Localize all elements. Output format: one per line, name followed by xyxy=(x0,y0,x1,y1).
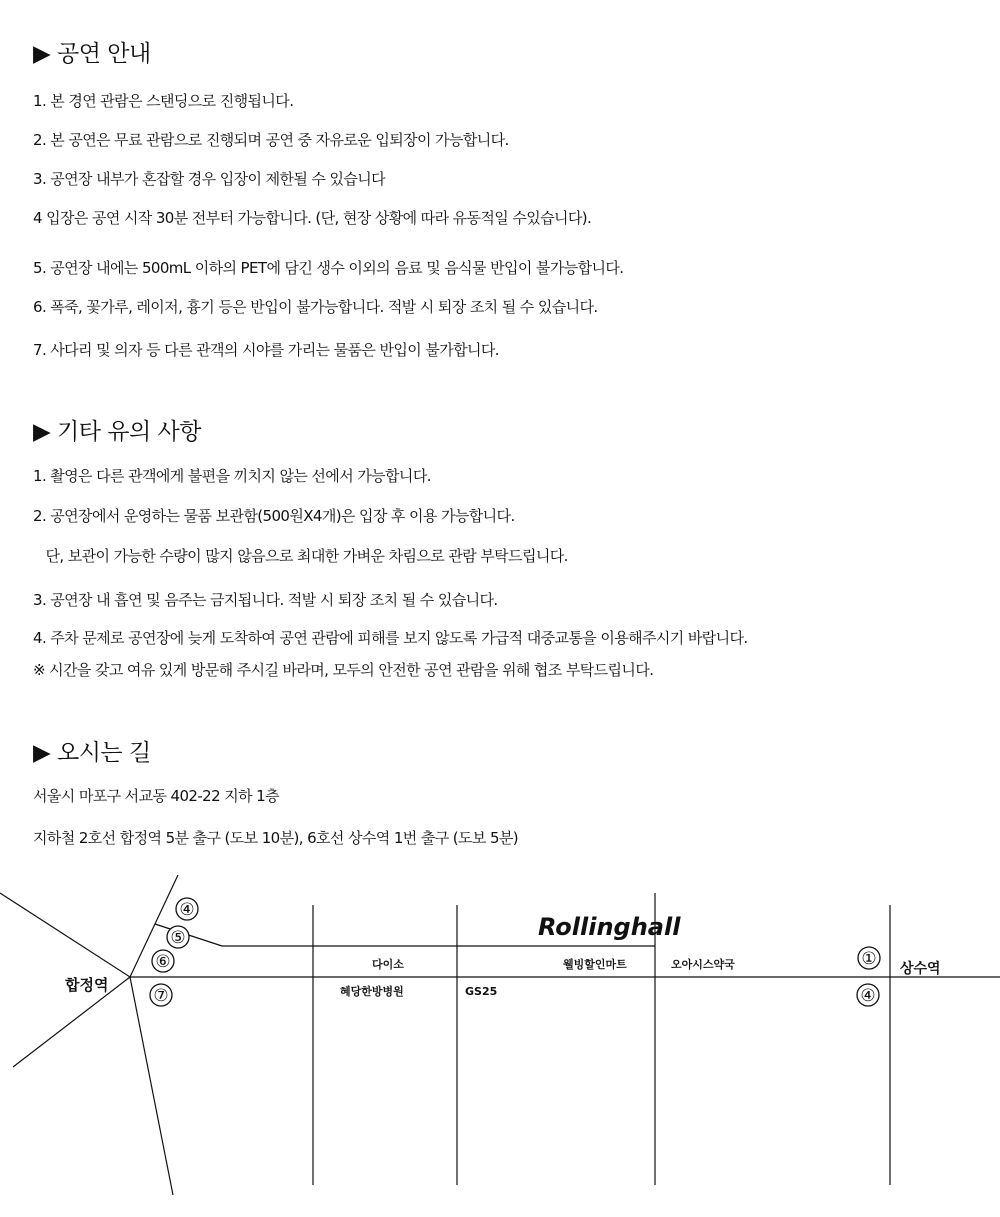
road-lower-diagonal xyxy=(130,977,173,1195)
notice-item-2: 2. 본 공연은 무료 관람으로 진행되며 공연 중 자유로운 입퇴장이 가능합니다. xyxy=(33,131,509,149)
place-hyedang-clinic: 혜당한방병원 xyxy=(340,985,404,998)
sangsu-station-label: 상수역 xyxy=(900,961,941,977)
rollinghall-logo: Rollinghall xyxy=(538,913,681,941)
etc-section-title: ▶ 기타 유의 사항 xyxy=(33,419,201,445)
notice-item-7: 7. 사다리 및 의자 등 다른 관객의 시야를 가리는 물품은 반입이 불가합니다. xyxy=(33,341,499,359)
directions-section-title: ▶ 오시는 길 xyxy=(33,740,151,766)
exit-1-sangsu: ① xyxy=(861,949,877,969)
hapjeong-station-label: 합정역 xyxy=(65,976,109,994)
place-gs25: GS25 xyxy=(465,985,498,998)
directions-address: 서울시 마포구 서교동 402-22 지하 1층 xyxy=(33,787,279,805)
exit-7-hapjeong: ⑦ xyxy=(153,986,169,1006)
etc-item-3: 3. 공연장 내 흡연 및 음주는 금지됩니다. 적발 시 퇴장 조치 될 수 있습니다. xyxy=(33,591,498,609)
etc-notice-footnote: ※ 시간을 갖고 여유 있게 방문해 주시길 바라며, 모두의 안전한 공연 관람을 위해 협조 부탁드립니다. xyxy=(33,661,654,679)
place-oasis-pharmacy: 오아시스약국 xyxy=(671,958,735,971)
exit-4-sangsu: ④ xyxy=(860,986,876,1006)
etc-item-1: 1. 촬영은 다른 관객에게 불편을 끼치지 않는 선에서 가능합니다. xyxy=(33,467,431,485)
notice-item-4: 4 입장은 공연 시작 30분 전부터 가능합니다. (단, 현장 상황에 따라 유동적일 수있습니다). xyxy=(33,209,592,227)
map-roads xyxy=(0,875,1000,1195)
location-map xyxy=(0,875,1000,1217)
exit-markers xyxy=(150,898,880,1006)
exit-5-hapjeong: ⑤ xyxy=(170,928,186,948)
road-upper-left xyxy=(0,893,130,977)
etc-item-4: 4. 주차 문제로 공연장에 늦게 도착하여 공연 관람에 피해를 보지 않도록 가급적 대중교통을 이용해주시기 바랍니다. xyxy=(33,629,748,647)
map-svg xyxy=(0,875,1000,1217)
notice-item-5: 5. 공연장 내에는 500mL 이하의 PET에 담긴 생수 이외의 음료 및 음식물 반입이 불가능합니다. xyxy=(33,259,624,277)
etc-item-2: 2. 공연장에서 운영하는 물품 보관함(500원X4개)은 입장 후 이용 가능합니다. xyxy=(33,507,515,525)
notice-item-1: 1. 본 경연 관람은 스탠딩으로 진행됩니다. xyxy=(33,92,294,110)
etc-item-2-note: 단, 보관이 가능한 수량이 많지 않음으로 최대한 가벼운 차림으로 관람 부탁드립니다. xyxy=(33,547,568,565)
place-wellbeing-mart: 웰빙할인마트 xyxy=(563,958,627,971)
exit-4-hapjeong: ④ xyxy=(179,900,195,920)
place-daiso: 다이소 xyxy=(372,958,404,971)
notice-item-6: 6. 폭죽, 꽃가루, 레이저, 흉기 등은 반입이 불가능합니다. 적발 시 퇴장 조치 될 수 있습니다. xyxy=(33,298,598,316)
notice-section-title: ▶ 공연 안내 xyxy=(33,41,151,67)
exit-6-hapjeong: ⑥ xyxy=(155,952,171,972)
notice-item-3: 3. 공연장 내부가 혼잡할 경우 입장이 제한될 수 있습니다 xyxy=(33,170,386,188)
directions-subway: 지하철 2호선 합정역 5분 출구 (도보 10분), 6호선 상수역 1번 출구 (도보 5분) xyxy=(33,829,519,847)
